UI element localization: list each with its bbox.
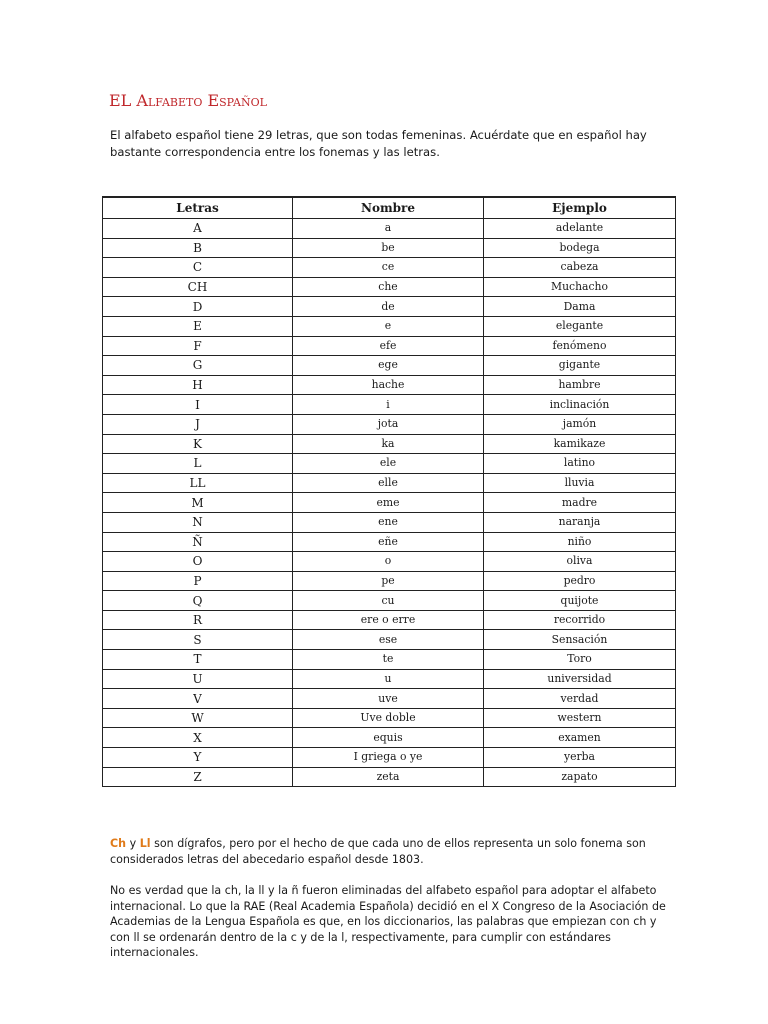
table-row [103, 512, 676, 532]
ejemplo-cell: adelante [484, 219, 676, 239]
table-row [103, 238, 676, 258]
page-title-rest: Alfabeto Español [136, 91, 267, 110]
nombre-cell: e [293, 316, 484, 336]
letra-cell: Z [103, 767, 293, 787]
letra-cell: M [103, 493, 293, 513]
letra-cell: O [103, 552, 293, 572]
table-row [103, 395, 676, 415]
table-row [103, 728, 676, 748]
nombre-cell: eme [293, 493, 484, 513]
nombre-cell: ese [293, 630, 484, 650]
letra-cell: K [103, 434, 293, 454]
table-row [103, 316, 676, 336]
header-nombre: Nombre [293, 197, 484, 219]
ejemplo-cell: western [484, 708, 676, 728]
table-row [103, 689, 676, 709]
ejemplo-cell: inclinación [484, 395, 676, 415]
table-row [103, 552, 676, 572]
page-title [109, 90, 267, 112]
table-row [103, 532, 676, 552]
letra-cell: Ñ [103, 532, 293, 552]
table-row [103, 356, 676, 376]
nombre-cell: jota [293, 414, 484, 434]
page-title-first: EL [109, 91, 132, 110]
ejemplo-cell: jamón [484, 414, 676, 434]
ejemplo-cell: Toro [484, 650, 676, 670]
nombre-cell: Uve doble [293, 708, 484, 728]
ejemplo-cell: zapato [484, 767, 676, 787]
ejemplo-cell: madre [484, 493, 676, 513]
letra-cell: W [103, 708, 293, 728]
nombre-cell: che [293, 277, 484, 297]
ejemplo-cell: elegante [484, 316, 676, 336]
nombre-cell: uve [293, 689, 484, 709]
table-body [103, 219, 676, 787]
letra-cell: P [103, 571, 293, 591]
table-row [103, 258, 676, 278]
letra-cell: S [103, 630, 293, 650]
nombre-cell: cu [293, 591, 484, 611]
nombre-cell: te [293, 650, 484, 670]
table-row [103, 630, 676, 650]
table-header-row [103, 197, 676, 219]
letra-cell: H [103, 375, 293, 395]
nombre-cell: ere o erre [293, 610, 484, 630]
ejemplo-cell: pedro [484, 571, 676, 591]
table-row [103, 277, 676, 297]
nombre-cell: equis [293, 728, 484, 748]
letra-cell: X [103, 728, 293, 748]
nombre-cell: pe [293, 571, 484, 591]
ejemplo-cell: Sensación [484, 630, 676, 650]
letra-cell: N [103, 512, 293, 532]
table-row [103, 473, 676, 493]
table-row [103, 669, 676, 689]
highlight-ch: Ch [110, 837, 127, 850]
header-letras: Letras [103, 197, 293, 219]
digraphs-paragraph [110, 836, 670, 867]
digraphs-text: son dígrafos, pero por el hecho de que cada uno de ellos representa un solo fonema son considerados letras del abecedario español desde 1803. [110, 837, 646, 866]
nombre-cell: ege [293, 356, 484, 376]
letra-cell: R [103, 610, 293, 630]
table-row [103, 297, 676, 317]
table-row [103, 454, 676, 474]
nombre-cell: efe [293, 336, 484, 356]
table-row [103, 767, 676, 787]
conjunction-y: y [129, 837, 137, 850]
letra-cell: Q [103, 591, 293, 611]
table-row [103, 610, 676, 630]
letra-cell: J [103, 414, 293, 434]
nombre-cell: i [293, 395, 484, 415]
letra-cell: CH [103, 277, 293, 297]
ejemplo-cell: kamikaze [484, 434, 676, 454]
ejemplo-cell: recorrido [484, 610, 676, 630]
ejemplo-cell: universidad [484, 669, 676, 689]
table-row [103, 219, 676, 239]
nombre-cell: a [293, 219, 484, 239]
nombre-cell: eñe [293, 532, 484, 552]
table-row [103, 375, 676, 395]
ejemplo-cell: cabeza [484, 258, 676, 278]
nombre-cell: elle [293, 473, 484, 493]
intro-paragraph: El alfabeto español tiene 29 letras, que son todas femeninas. Acuérdate que en español hay bastante correspondencia entre los fonemas y las letras. [110, 128, 647, 159]
nombre-cell: ka [293, 434, 484, 454]
letra-cell: G [103, 356, 293, 376]
alphabet-table [102, 196, 676, 787]
nombre-cell: ce [293, 258, 484, 278]
table-row [103, 708, 676, 728]
ejemplo-cell: gigante [484, 356, 676, 376]
table-row [103, 414, 676, 434]
nombre-cell: ene [293, 512, 484, 532]
nombre-cell: de [293, 297, 484, 317]
letra-cell: U [103, 669, 293, 689]
letra-cell: LL [103, 473, 293, 493]
nombre-cell: ele [293, 454, 484, 474]
letra-cell: F [103, 336, 293, 356]
table-row [103, 493, 676, 513]
letra-cell: I [103, 395, 293, 415]
letra-cell: A [103, 219, 293, 239]
nombre-cell: be [293, 238, 484, 258]
ejemplo-cell: quijote [484, 591, 676, 611]
nombre-cell: u [293, 669, 484, 689]
nombre-cell: hache [293, 375, 484, 395]
letra-cell: T [103, 650, 293, 670]
ejemplo-cell: naranja [484, 512, 676, 532]
table-row [103, 591, 676, 611]
nombre-cell: I griega o ye [293, 748, 484, 768]
table-row [103, 571, 676, 591]
ejemplo-cell: oliva [484, 552, 676, 572]
ejemplo-cell: lluvia [484, 473, 676, 493]
letra-cell: Y [103, 748, 293, 768]
table-row [103, 748, 676, 768]
table-row [103, 336, 676, 356]
ejemplo-cell: fenómeno [484, 336, 676, 356]
table-row [103, 650, 676, 670]
ejemplo-cell: bodega [484, 238, 676, 258]
letra-cell: E [103, 316, 293, 336]
rae-paragraph: No es verdad que la ch, la ll y la ñ fueron eliminadas del alfabeto español para adoptar el alfabeto internacional. Lo que la RAE (Real Academia Española) decidió en el X Congreso de la Asociación de Academias de la Lengua Española es que, en los diccionarios, las palabras que empiezan con ch y con ll se ordenarán dentro de la c y de la l, respectivamente, para cumplir con estándares internacionales. [110, 884, 666, 960]
ejemplo-cell: yerba [484, 748, 676, 768]
ejemplo-cell: verdad [484, 689, 676, 709]
ejemplo-cell: Muchacho [484, 277, 676, 297]
nombre-cell: zeta [293, 767, 484, 787]
ejemplo-cell: hambre [484, 375, 676, 395]
letra-cell: B [103, 238, 293, 258]
ejemplo-cell: latino [484, 454, 676, 474]
letra-cell: C [103, 258, 293, 278]
letra-cell: L [103, 454, 293, 474]
ejemplo-cell: examen [484, 728, 676, 748]
nombre-cell: o [293, 552, 484, 572]
header-ejemplo: Ejemplo [484, 197, 676, 219]
ejemplo-cell: Dama [484, 297, 676, 317]
ejemplo-cell: niño [484, 532, 676, 552]
letra-cell: V [103, 689, 293, 709]
table-row [103, 434, 676, 454]
highlight-ll: Ll [139, 837, 151, 850]
letra-cell: D [103, 297, 293, 317]
